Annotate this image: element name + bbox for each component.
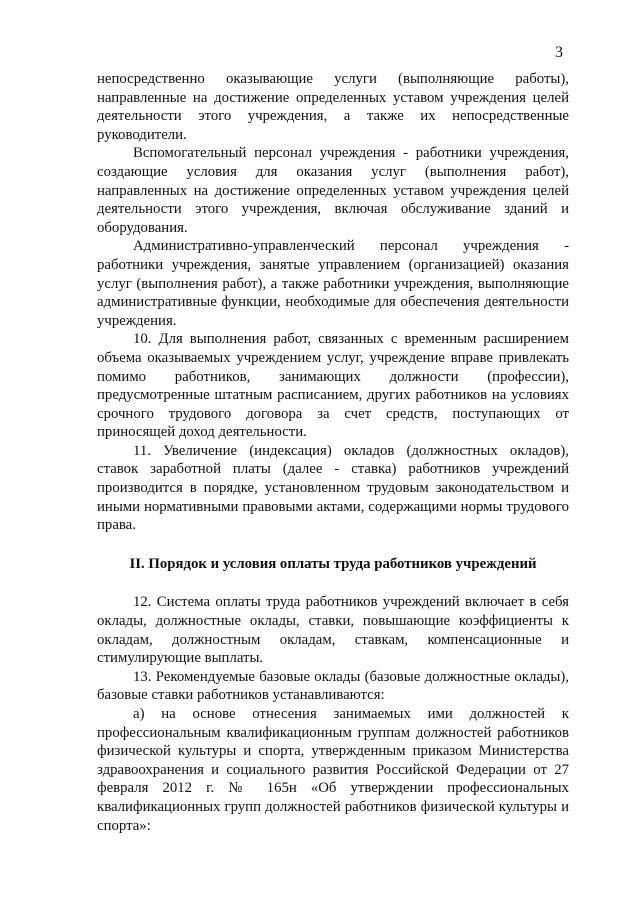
section-heading: II. Порядок и условия оплаты труда работников учреждений xyxy=(129,555,537,572)
paragraph: 12. Система оплаты труда работников учреждений включает в себя оклады, должностные оклады, ставки, повышающие коэффициенты к окладам, должностным окладам, ставкам, компенсационные и стимулирующие выплаты. xyxy=(97,594,569,667)
paragraph: Административно-управленческий персонал учреждения - работники учреждения, занятые управлением (организацией) оказания услуг (выполнения работ), а также работники учреждения, выполняющие административные функции, необходимые для обеспечения деятельности учреждения. xyxy=(97,238,569,329)
page-number: 3 xyxy=(555,44,563,61)
paragraph: непосредственно оказывающие услуги (выполняющие работы), направленные на достижение определенных уставом учреждения целей деятельности этого учреждения, а также их непосредственные руководители. xyxy=(97,71,569,143)
document-body xyxy=(97,70,569,835)
paragraph: 11. Увеличение (индексация) окладов (должностных окладов), ставок заработной платы (далее - ставка) работников учреждений производится в порядке, установленном трудовым законодательством и иными нормативными правовыми актами, содержащими нормы трудового права. xyxy=(97,442,569,534)
paragraph: а) на основе отнесения занимаемых ими должностей к профессиональным квалификационным группам должностей работников физической культуры и спорта, утвержденным приказом Министерства здравоохранения и социального развития Российской Федерации от 27 февраля 2012 г. № 165н «Об утверждении профессиональных квалификационных групп должностей работников физической культуры и спорта»: xyxy=(97,706,569,834)
paragraph: 13. Рекомендуемые базовые оклады (базовые должностные оклады), базовые ставки работников устанавливаются: xyxy=(97,668,569,704)
paragraph: 10. Для выполнения работ, связанных с временным расширением объема оказываемых учреждением услуг, учреждение вправе привлекать помимо работников, занимающих должности (профессии), предусмотренные штатным расписанием, других работников на условиях срочного трудового договора за счет средств, поступающих от приносящей доход деятельности. xyxy=(97,331,569,441)
paragraph: Вспомогательный персонал учреждения - работники учреждения, создающие условия для оказания услуг (выполнения работ), направленных на достижение определенных уставом учреждения целей деятельности этого учреждения, включая обслуживание зданий и оборудования. xyxy=(97,145,569,236)
